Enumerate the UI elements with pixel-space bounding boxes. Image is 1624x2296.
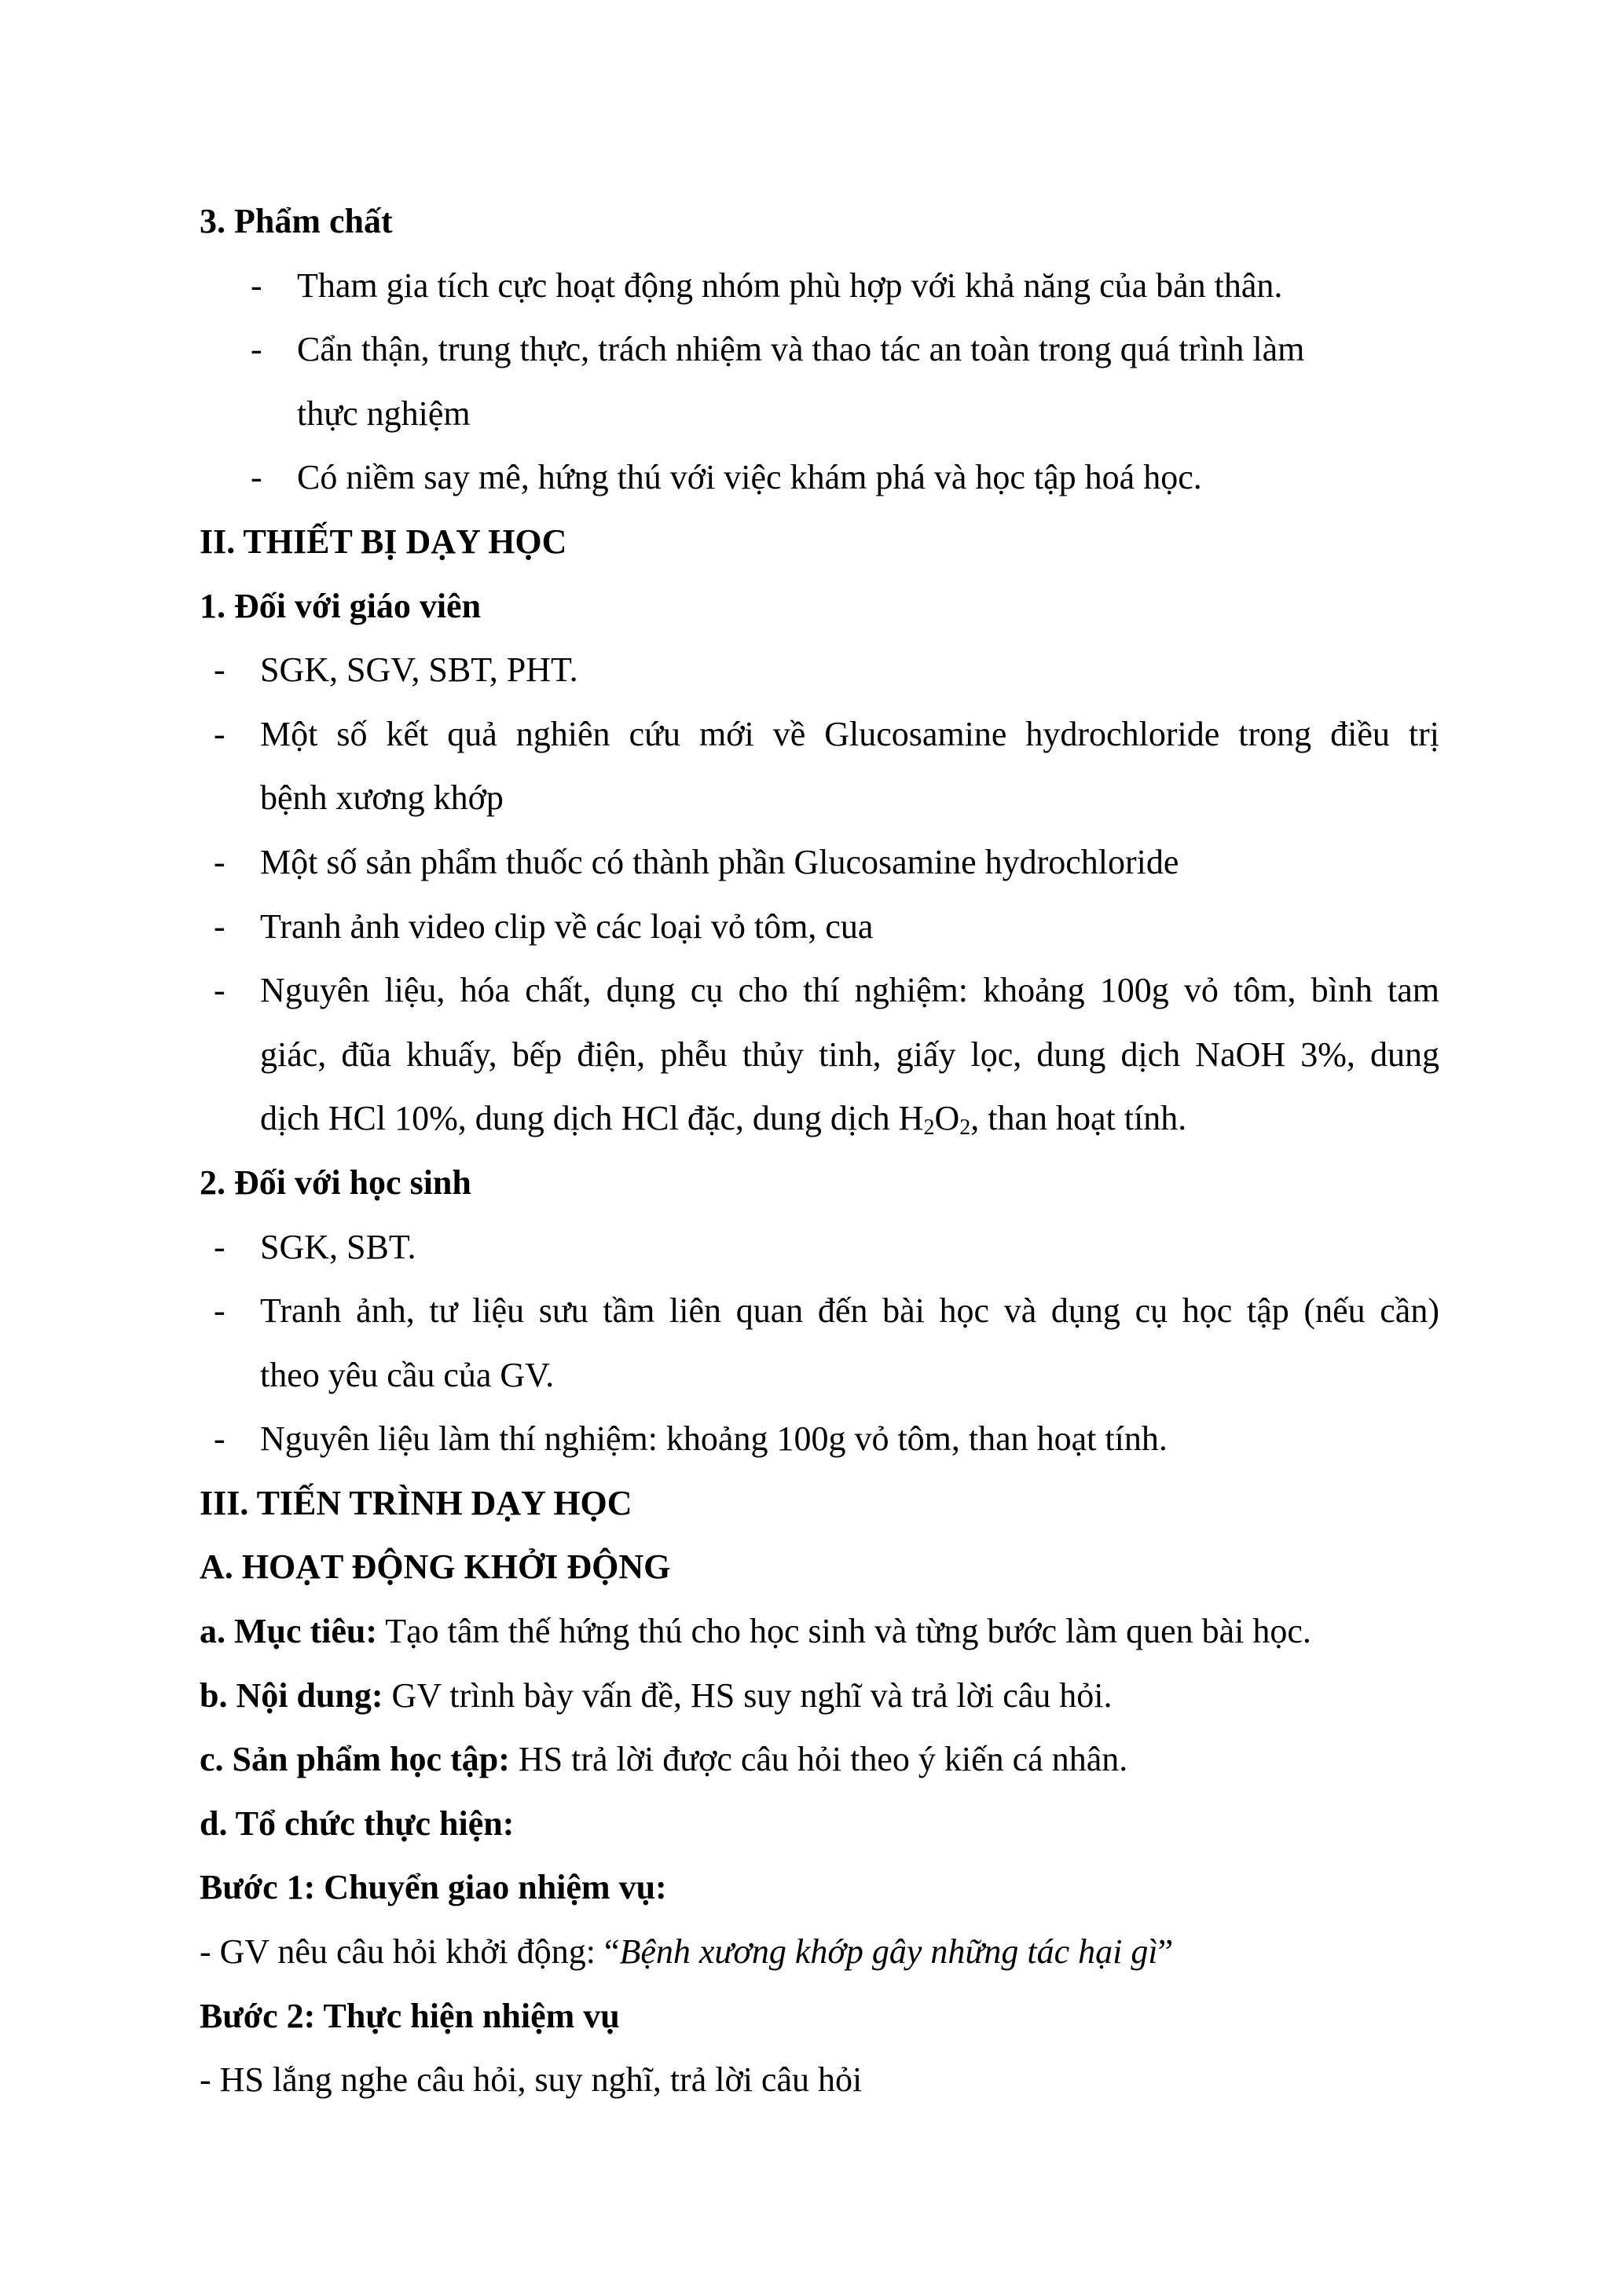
section-heading: III. TIẾN TRÌNH DẠY HỌC [200,1483,632,1522]
bullet-dash: - [214,1291,225,1331]
bullet-dash: - [214,842,225,881]
label: a. Mục tiêu: [200,1612,378,1651]
quote: Bệnh xương khớp gây những tác hại gì [619,1932,1158,1972]
label: b. Nội dung: [200,1675,383,1715]
list-item [0,445,1624,510]
list-item-continuation [0,382,1624,446]
text: - GV nêu câu hỏi khởi động: “ [200,1932,620,1972]
subscript: 2 [959,1115,971,1141]
item-text: theo yêu cầu của GV. [260,1355,555,1394]
item-text: Một số sản phẩm thuốc có thành phần Glucosamine hydrochloride [260,842,1179,881]
item-text: Nguyên liệu, hóa chất, dụng cụ cho thí nghiệm: khoảng 100g vỏ tôm, bình tam [260,971,1439,1010]
item-text: Tranh ảnh, tư liệu sưu tầm liên quan đến bài học và dụng cụ học tập (nếu cần) [260,1291,1439,1331]
goal-line [0,1599,1624,1664]
list-item-continuation [0,1343,1624,1408]
step2-heading: Bước 2: Thực hiện nhiệm vụ [200,1996,620,2035]
list-item [0,895,1624,959]
list-item [0,317,1624,382]
list-item-continuation [0,1086,1624,1151]
list-item [0,830,1624,895]
product-line [0,1727,1624,1792]
list-item-continuation [0,1023,1624,1087]
item-text: Cẩn thận, trung thực, trách nhiệm và thao tác an toàn trong quá trình làm [297,330,1305,369]
item-text [260,1086,1186,1151]
text-run: O [934,1099,960,1138]
text: GV trình bày vấn đề, HS suy nghĩ và trả lời câu hỏi. [383,1675,1113,1715]
text-run: dịch HCl 10%, dung dịch HCl đặc, dung dịch H [260,1099,924,1138]
bullet-dash: - [214,1419,225,1459]
activity-heading: A. HOẠT ĐỘNG KHỞI ĐỘNG [200,1547,671,1587]
bullet-dash: - [214,714,225,753]
bullet-dash: - [214,906,225,946]
list-item-continuation [0,766,1624,830]
section-heading: 3. Phẩm chất [200,202,393,240]
list-item [0,958,1624,1023]
bullet-dash: - [214,650,225,690]
bullet-dash: - [251,265,262,305]
list-item [0,702,1624,767]
item-text: Có niềm say mê, hứng thú với việc khám phá và học tập hoá học. [297,458,1202,497]
item-text: Một số kết quả nghiên cứu mới về Glucosamine hydrochloride trong điều trị [260,714,1439,753]
subsection-heading: 1. Đối với giáo viên [200,586,482,625]
content-line [0,1664,1624,1728]
text: ” [1157,1932,1174,1972]
text: Tạo tâm thế hứng thú cho học sinh và từng bước làm quen bài học. [377,1612,1311,1651]
list-item [0,1215,1624,1280]
label: c. Sản phẩm học tập: [200,1740,510,1779]
item-text: SGK, SGV, SBT, PHT. [260,650,578,690]
text-run: , than hoạt tính. [970,1099,1187,1138]
document-page [0,189,1624,2112]
item-text: thực nghiệm [297,394,471,433]
step2-text: - HS lắng nghe câu hỏi, suy nghĩ, trả lời câu hỏi [200,2060,863,2100]
list-item [0,254,1624,318]
org-heading: d. Tổ chức thực hiện: [200,1803,515,1843]
section-heading: II. THIẾT BỊ DẠY HỌC [200,522,567,561]
step1-text [0,1920,1624,1984]
bullet-dash: - [214,1227,225,1266]
bullet-dash: - [251,458,262,497]
item-text: Tham gia tích cực hoạt động nhóm phù hợp với khả năng của bản thân. [297,265,1283,305]
bullet-dash: - [251,330,262,369]
step1-heading: Bước 1: Chuyển giao nhiệm vụ: [200,1868,667,1907]
list-item [0,638,1624,702]
bullet-dash: - [214,971,225,1010]
item-text: SGK, SBT. [260,1227,416,1266]
subscript: 2 [923,1115,935,1141]
item-text: Nguyên liệu làm thí nghiệm: khoảng 100g vỏ tôm, than hoạt tính. [260,1419,1168,1459]
list-item [0,1279,1624,1343]
item-text: bệnh xương khớp [260,778,504,818]
item-text: giác, đũa khuấy, bếp điện, phễu thủy tinh, giấy lọc, dung dịch NaOH 3%, dung [260,1034,1439,1074]
item-text: Tranh ảnh video clip về các loại vỏ tôm, cua [260,906,874,946]
text: HS trả lời được câu hỏi theo ý kiến cá nhân. [509,1740,1128,1779]
subsection-heading: 2. Đối với học sinh [200,1163,471,1202]
list-item [0,1407,1624,1471]
